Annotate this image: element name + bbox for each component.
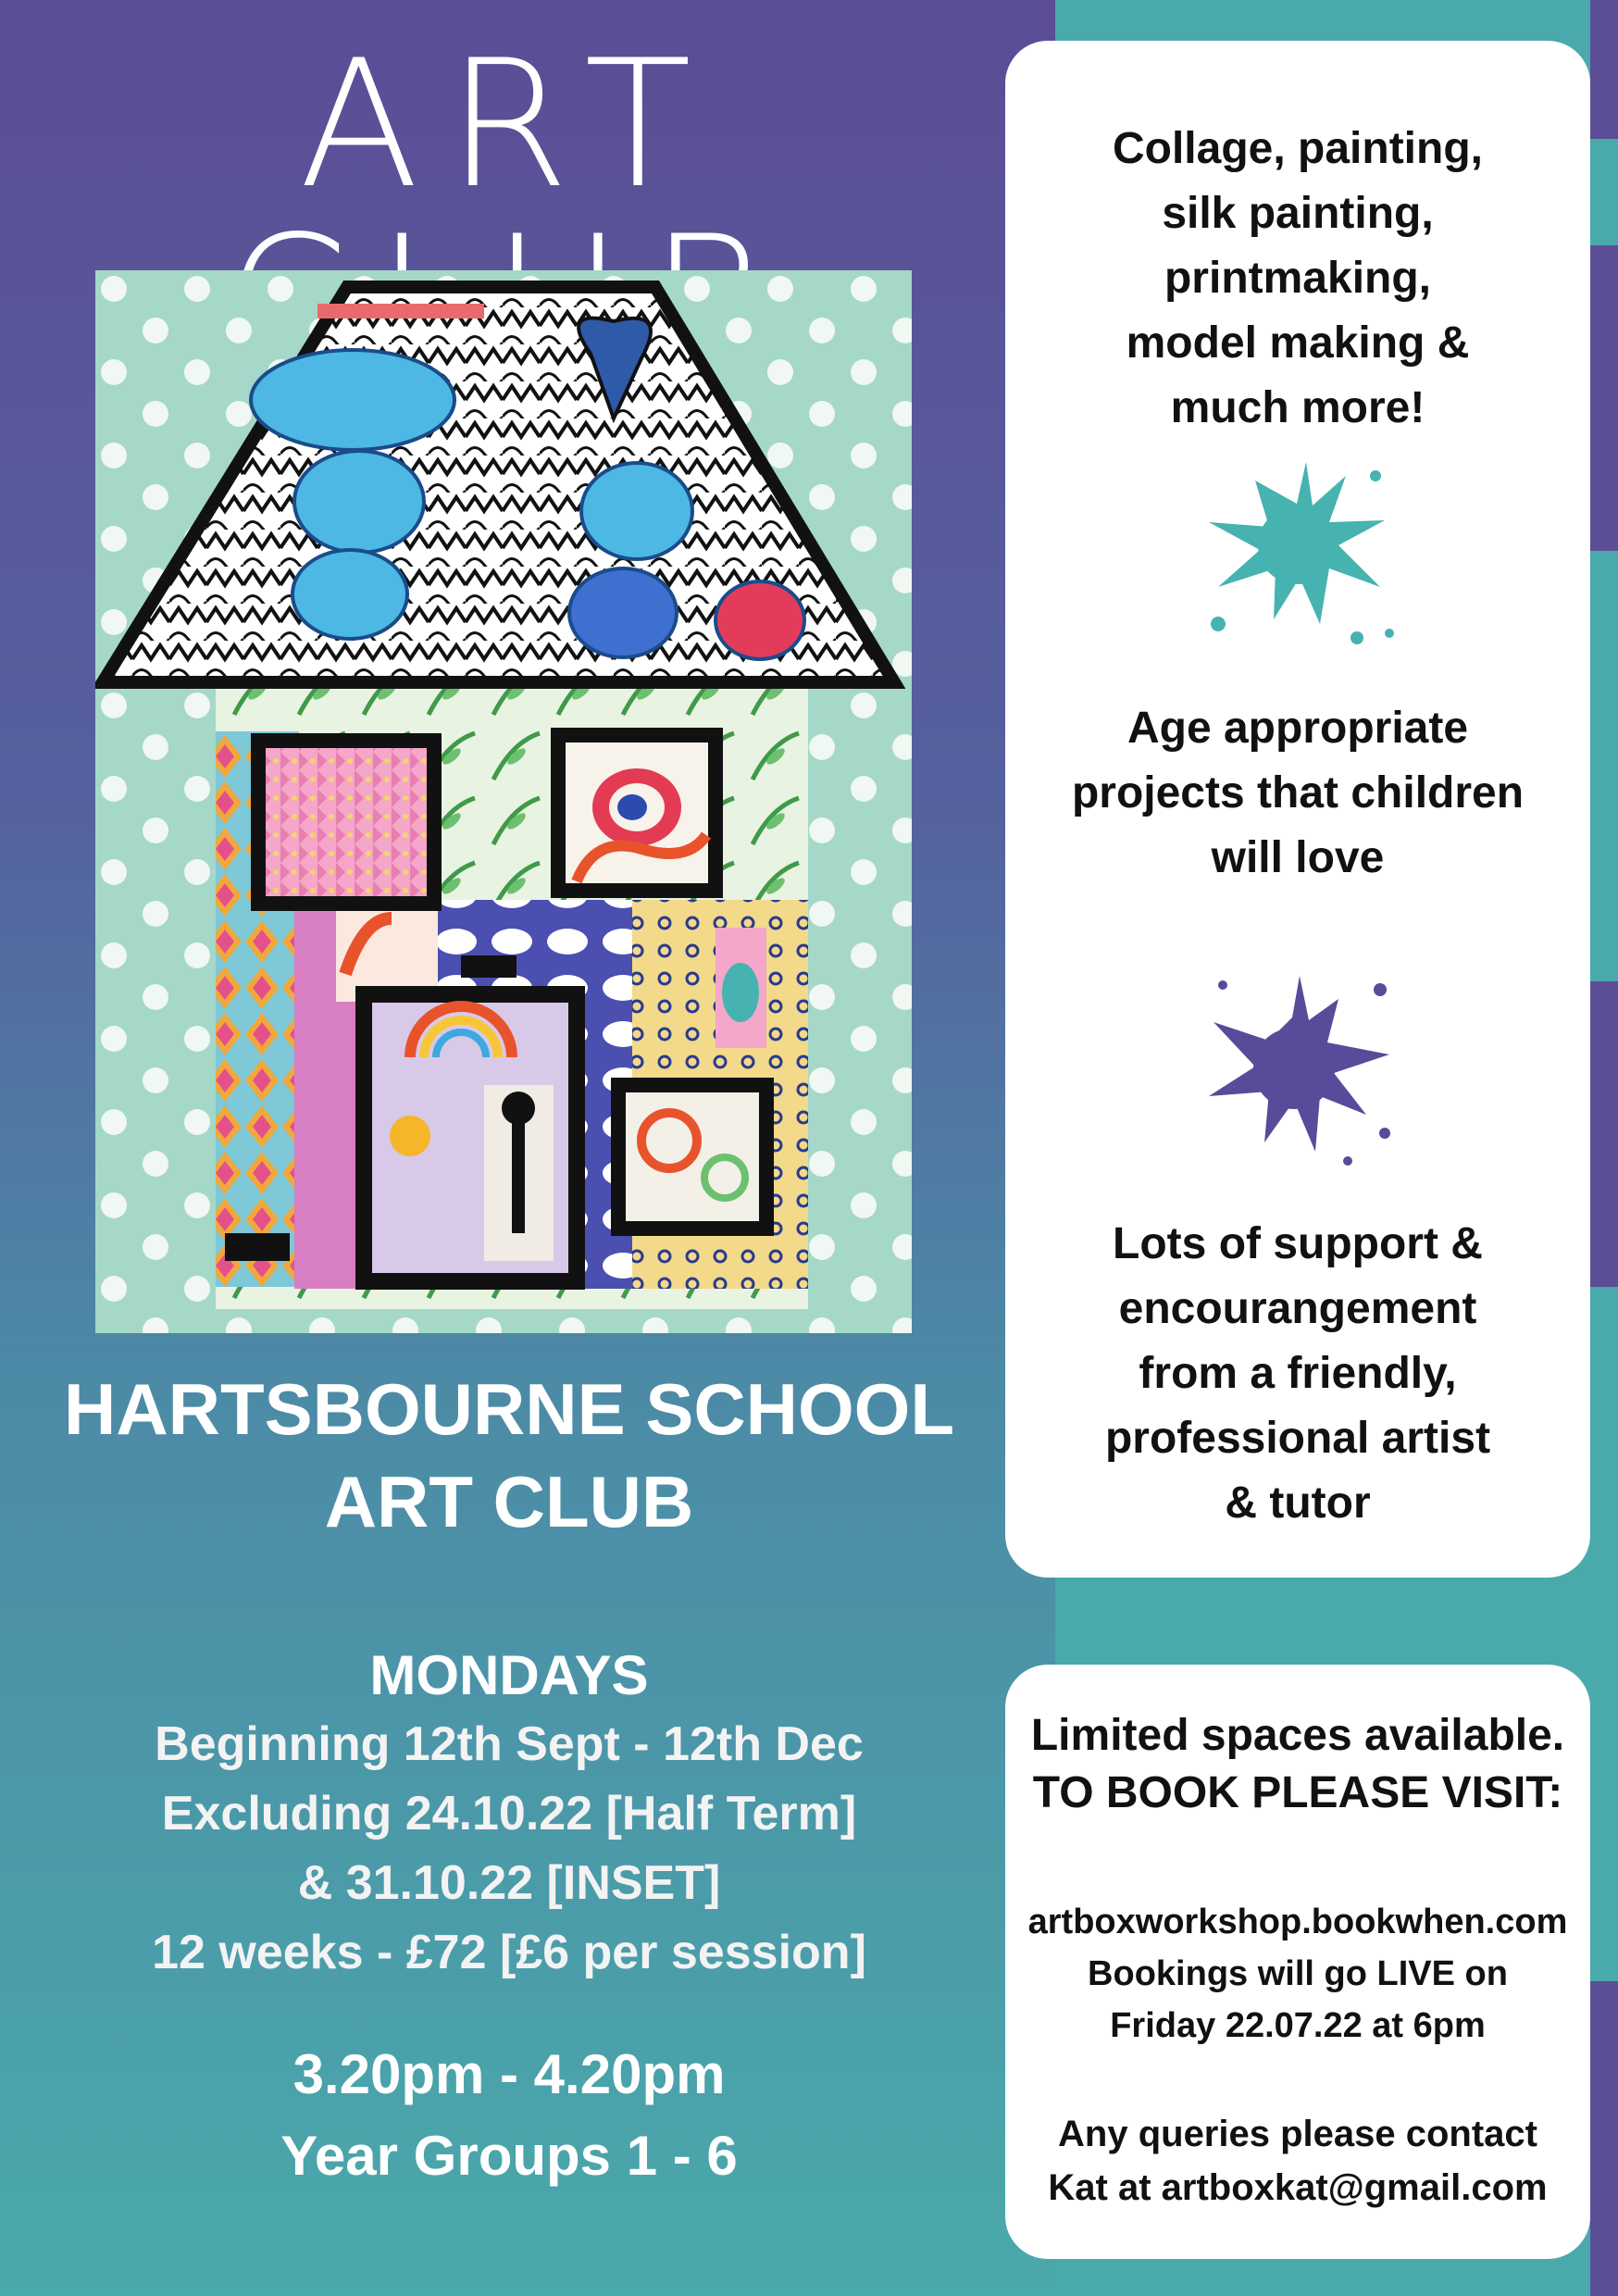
booking-info: [1005, 1896, 1590, 2052]
feature-line: encourangement: [1118, 1284, 1477, 1333]
features-card: [1005, 41, 1590, 1578]
booking-card: [1005, 1665, 1590, 2259]
year-groups: Year Groups 1 - 6: [280, 2125, 738, 2187]
feature-line: projects that children: [1071, 768, 1525, 817]
booking-line: Limited spaces available.: [1030, 1711, 1565, 1760]
session-time: 3.20pm - 4.20pm: [292, 2043, 726, 2105]
contact-info: [1005, 2107, 1590, 2215]
booking-line: Friday 22.07.22 at 6pm: [1110, 2006, 1486, 2045]
feature-line: from a friendly,: [1139, 1349, 1457, 1398]
feature-line: model making &: [1126, 318, 1470, 368]
feature-support: [1005, 1212, 1590, 1536]
feature-line: much more!: [1170, 383, 1425, 432]
contact-email-link[interactable]: Kat at artboxkat@gmail.com: [1048, 2167, 1548, 2208]
purple-stripe: [1590, 1981, 1618, 2296]
purple-stripe: [1590, 0, 1618, 139]
term-dates: Beginning 12th Sept - 12th Dec: [155, 1717, 864, 1771]
club-name-line: ART CLUB: [324, 1461, 694, 1542]
feature-projects: [1005, 696, 1590, 891]
artwork-photo: [95, 270, 912, 1333]
feature-line: & tutor: [1225, 1479, 1371, 1528]
schedule-details: [0, 1641, 1018, 2197]
excluded-dates: Excluding 24.10.22 [Half Term]: [161, 1787, 857, 1841]
school-name-line: HARTSBOURNE SCHOOL: [63, 1368, 954, 1450]
price-info: 12 weeks - £72 [£6 per session]: [152, 1926, 866, 1979]
booking-heading: [1005, 1707, 1590, 1822]
purple-stripe: [1590, 245, 1618, 551]
feature-line: Age appropriate: [1126, 704, 1469, 753]
booking-url-link[interactable]: artboxworkshop.bookwhen.com: [1027, 1903, 1568, 1941]
feature-line: printmaking,: [1164, 254, 1432, 303]
school-name: [0, 1363, 1018, 1548]
feature-line: professional artist: [1104, 1414, 1491, 1463]
poster-title: ART: [298, 22, 720, 227]
feature-line: Lots of support &: [1113, 1219, 1483, 1268]
feature-line: will love: [1211, 833, 1385, 882]
feature-line: Collage, painting,: [1112, 124, 1483, 173]
booking-line: TO BOOK PLEASE VISIT:: [1032, 1768, 1563, 1817]
day-heading: MONDAYS: [369, 1644, 649, 1706]
purple-paint-splash-icon: [1190, 967, 1403, 1179]
teal-paint-splash-icon: [1190, 448, 1403, 661]
purple-stripe: [1590, 981, 1618, 1287]
contact-line: Any queries please contact: [1058, 2114, 1537, 2154]
booking-line: Bookings will go LIVE on: [1088, 1954, 1508, 1993]
excluded-dates-2: & 31.10.22 [INSET]: [297, 1856, 721, 1910]
feature-line: silk painting,: [1162, 189, 1434, 238]
feature-activities: [1005, 117, 1590, 441]
